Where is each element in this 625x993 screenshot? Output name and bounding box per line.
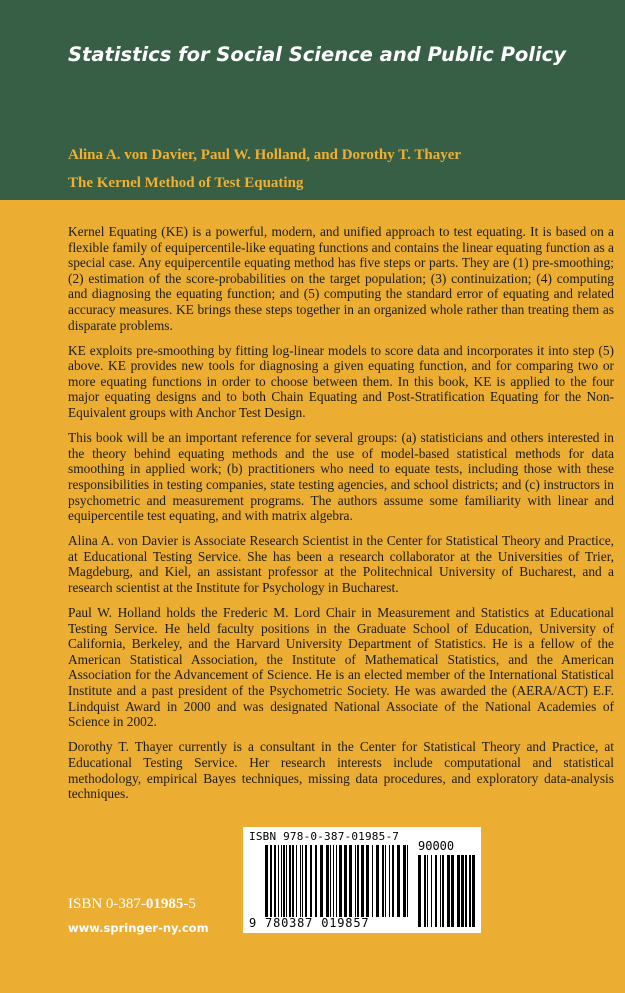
barcode-bar	[333, 845, 334, 917]
barcode-bar	[310, 845, 312, 917]
barcode-bar	[431, 855, 432, 927]
barcode-bar	[418, 855, 421, 927]
barcode-bar	[451, 855, 454, 927]
barcode-bar	[281, 845, 282, 917]
book-authors: Alina A. von Davier, Paul W. Holland, and Dorothy T. Thayer	[68, 147, 462, 163]
barcode-bar	[376, 845, 379, 917]
barcode-bar	[403, 845, 406, 917]
barcode-bar	[296, 845, 297, 917]
barcode-bar	[283, 845, 285, 917]
barcode-bar	[465, 855, 467, 927]
header-band	[0, 0, 625, 200]
paragraph-audience: This book will be an important reference for several groups: (a) statisticians and others interested in the theory behind equating methods and the use of model-based statistical methods for data smoothing in applied work; (b) practitioners who need to equate tests, including those with these responsibilities in testing companies, state testing agencies, and school districts; and (c) instructors in psychometric and measurement programs. The authors assume some familiarity with linear and equipercentile test equating, and with matrix algebra.	[68, 430, 614, 524]
barcode-bar	[274, 845, 276, 917]
barcode-bar	[289, 845, 291, 917]
barcode-digits: 9 780387 019857	[249, 916, 370, 930]
paragraph-presmoothing: KE exploits pre-smoothing by fitting log-linear models to score data and incorporates it into step (5) above. KE provides new tools for diagnosing a given equating function, and for comparing two or more equating functions in order to choose between them. In this book, KE is applied to the four major equating designs and to both Chain Equating and Post-Stratification Equating for the Non-Equivalent groups with Anchor Test Design.	[68, 342, 614, 421]
barcode-bar	[440, 855, 441, 927]
publisher-website: www.springer-ny.com	[68, 921, 209, 935]
barcode-bar	[385, 845, 386, 917]
book-title: The Kernel Method of Test Equating	[68, 175, 304, 191]
barcode-bar	[355, 845, 356, 917]
barcode-bar	[427, 855, 428, 927]
barcode-bar	[457, 855, 460, 927]
barcode-bar	[339, 845, 342, 917]
barcode-bar	[320, 845, 323, 917]
barcode-bar	[382, 845, 384, 917]
barcode-bar	[292, 845, 294, 917]
barcode-bar	[372, 845, 373, 917]
barcode-bar	[397, 845, 400, 917]
barcode-bar	[366, 845, 369, 917]
barcode-bar	[461, 855, 464, 927]
barcode-isbn-text: ISBN 978-0-387-01985-7	[249, 830, 400, 843]
paragraph-overview: Kernel Equating (KE) is a powerful, modern, and unified approach to test equating. It is based on a flexible family of equipercentile-like equating functions and contains the linear equating function as a special case. Any equipercentile equating method has five steps or parts. They are (1) pre-smoothing; (2) estimation of the score-probabilities on the target population; (3) continuization; (4) computing and diagnosing the equating function; and (5) computing the standard error of equating and related accuracy measures. KE brings these steps together in an organized whole rather than treating them as disparate problems.	[68, 224, 614, 333]
barcode-bar	[472, 855, 475, 927]
paragraph-bio-von-davier: Alina A. von Davier is Associate Research Scientist in the Center for Statistical Theory and Practice, at Educational Testing Service. She has been a research collaborator at the Universities of Trier, Magdeburg, and Kiel, an assistant professor at the Politechnical University of Bucharest, and a research scientist at the Institute for Psychology in Bucharest.	[68, 533, 614, 595]
barcode-bar	[305, 845, 307, 917]
barcode-bar	[278, 845, 279, 917]
barcode-bar	[270, 845, 272, 917]
paragraph-bio-holland: Paul W. Holland holds the Frederic M. Lord Chair in Measurement and Statistics at Educational Testing Service. He held faculty positions in the Graduate School of Education, University of California, Berkeley, and the Harvard University Department of Statistics. He is a fellow of the American Statistical Association, the Institute of Mathematical Statistics, and the American Association for the Advancement of Science. He is an elected member of the International Statistical Institute and a past president of the Psychometric Society. He was awarded the (AERA/ACT) E.F. Lindquist Award in 2000 and was designated National Associate of the National Academies of Science in 2002.	[68, 605, 614, 730]
barcode-bar	[286, 845, 287, 917]
barcode-bar	[361, 845, 364, 917]
barcode-bar	[424, 855, 426, 927]
barcode-bar	[435, 855, 437, 927]
back-cover-text	[68, 224, 614, 811]
barcode-bar	[330, 845, 331, 917]
barcode	[243, 827, 481, 933]
barcode-bar	[407, 845, 408, 917]
barcode-bar	[447, 855, 450, 927]
barcode-bar	[442, 855, 444, 927]
barcode-bar	[392, 845, 394, 917]
barcode-bar	[357, 845, 359, 917]
barcode-bar	[336, 845, 337, 917]
isbn-prefix: ISBN 0-387-	[68, 896, 146, 912]
barcode-bar	[326, 845, 329, 917]
barcode-bar	[302, 845, 303, 917]
series-title: Statistics for Social Science and Public Policy	[68, 43, 566, 66]
barcode-bar	[265, 845, 268, 917]
barcode-price-code: 90000	[418, 839, 455, 853]
barcode-bar	[389, 845, 390, 917]
isbn-bold-part: 01985	[145, 896, 184, 912]
barcode-bar	[315, 845, 317, 917]
paragraph-bio-thayer: Dorothy T. Thayer currently is a consultant in the Center for Statistical Theory and Practice, at Educational Testing Service. Her research interests include computational and statistical methodology, empirical Bayes techniques, missing data procedures, and exploratory data-analysis techniques.	[68, 739, 614, 802]
barcode-bar	[300, 845, 301, 917]
barcode-bar	[344, 845, 347, 917]
isbn-label	[68, 896, 196, 913]
barcode-bar	[349, 845, 352, 917]
isbn-suffix: -5	[183, 896, 196, 912]
barcode-bar	[469, 855, 471, 927]
